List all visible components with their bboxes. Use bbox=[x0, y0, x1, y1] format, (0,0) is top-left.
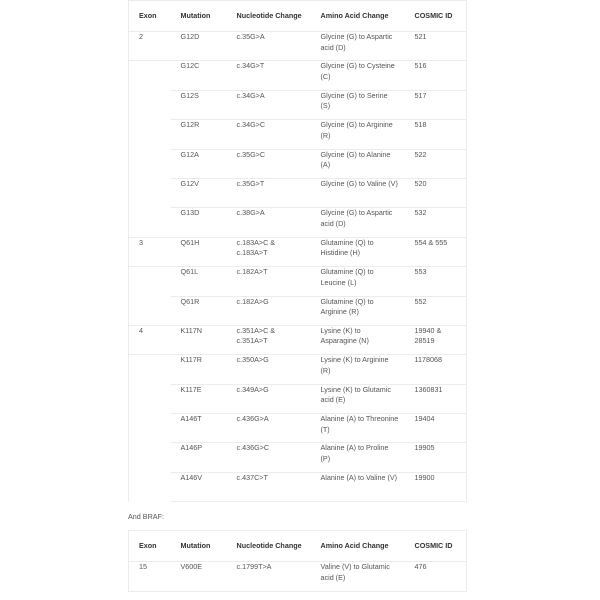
cell-mutation: Q61L bbox=[171, 267, 227, 296]
cell-nucleotide-change: c.350A>G bbox=[227, 355, 311, 384]
table-row bbox=[129, 120, 467, 149]
cell-nucleotide-change: c.38G>A bbox=[227, 208, 311, 237]
cell-cosmic-id: 19900 bbox=[405, 472, 467, 501]
cell-exon: 2 bbox=[129, 32, 171, 61]
cell-nucleotide-change: c.34G>T bbox=[227, 61, 311, 90]
cell-mutation: Q61H bbox=[171, 237, 227, 266]
table-row bbox=[129, 267, 467, 296]
cell-amino-acid-change: Glycine (G) to Aspartic acid (D) bbox=[311, 32, 405, 61]
header-exon: Exon bbox=[129, 531, 171, 562]
cell-mutation: Q61R bbox=[171, 296, 227, 325]
cell-cosmic-id: 1178068 bbox=[405, 355, 467, 384]
cell-nucleotide-change: c.351A>C & c.351A>T bbox=[227, 325, 311, 354]
cell-cosmic-id: 552 bbox=[405, 296, 467, 325]
cell-nucleotide-change: c.35G>T bbox=[227, 178, 311, 207]
kras-mutation-table-container bbox=[128, 0, 466, 502]
cell-nucleotide-change: c.349A>G bbox=[227, 384, 311, 413]
header-cosmic-id: COSMIC ID bbox=[405, 1, 467, 32]
cell-cosmic-id: 517 bbox=[405, 90, 467, 119]
cell-exon bbox=[129, 90, 171, 119]
cell-nucleotide-change: c.183A>C & c.183A>T bbox=[227, 237, 311, 266]
table-header-row bbox=[129, 1, 467, 32]
cell-exon bbox=[129, 296, 171, 325]
table-row bbox=[129, 90, 467, 119]
cell-exon bbox=[129, 355, 171, 384]
braf-mutation-table bbox=[128, 530, 467, 592]
cell-mutation: A146T bbox=[171, 414, 227, 443]
header-mutation: Mutation bbox=[171, 531, 227, 562]
cell-nucleotide-change: c.436G>A bbox=[227, 414, 311, 443]
table-row bbox=[129, 208, 467, 237]
header-exon: Exon bbox=[129, 1, 171, 32]
cell-amino-acid-change: Alanine (A) to Threonine (T) bbox=[311, 414, 405, 443]
cell-mutation: G12C bbox=[171, 61, 227, 90]
cell-exon bbox=[129, 208, 171, 237]
cell-exon: 15 bbox=[129, 562, 171, 592]
table-header-row bbox=[129, 531, 467, 562]
table-row bbox=[129, 414, 467, 443]
cell-cosmic-id: 532 bbox=[405, 208, 467, 237]
cell-exon bbox=[129, 149, 171, 178]
cell-nucleotide-change: c.436G>C bbox=[227, 443, 311, 472]
cell-mutation: K117E bbox=[171, 384, 227, 413]
cell-exon bbox=[129, 267, 171, 296]
cell-nucleotide-change: c.182A>T bbox=[227, 267, 311, 296]
header-amino-acid-change: Amino Acid Change bbox=[311, 1, 405, 32]
cell-nucleotide-change: c.34G>A bbox=[227, 90, 311, 119]
kras-table-body bbox=[129, 32, 467, 502]
cell-cosmic-id: 554 & 555 bbox=[405, 237, 467, 266]
cell-amino-acid-change: Glycine (G) to Cysteine (C) bbox=[311, 61, 405, 90]
cell-amino-acid-change: Lysine (K) to Glutamic acid (E) bbox=[311, 384, 405, 413]
cell-mutation: V600E bbox=[171, 562, 227, 592]
cell-cosmic-id: 522 bbox=[405, 149, 467, 178]
cell-mutation: G12V bbox=[171, 178, 227, 207]
cell-mutation: A146P bbox=[171, 443, 227, 472]
kras-mutation-table bbox=[128, 0, 467, 502]
cell-amino-acid-change: Lysine (K) to Arginine (R) bbox=[311, 355, 405, 384]
cell-exon bbox=[129, 472, 171, 501]
cell-amino-acid-change: Glycine (G) to Alanine (A) bbox=[311, 149, 405, 178]
cell-amino-acid-change: Glycine (G) to Serine (S) bbox=[311, 90, 405, 119]
table-row bbox=[129, 384, 467, 413]
cell-amino-acid-change: Glycine (G) to Arginine (R) bbox=[311, 120, 405, 149]
table-row bbox=[129, 61, 467, 90]
cell-nucleotide-change: c.35G>C bbox=[227, 149, 311, 178]
cell-amino-acid-change: Glutamine (Q) to Arginine (R) bbox=[311, 296, 405, 325]
cell-exon bbox=[129, 61, 171, 90]
cell-cosmic-id: 521 bbox=[405, 32, 467, 61]
cell-exon: 3 bbox=[129, 237, 171, 266]
cell-amino-acid-change: Lysine (K) to Asparagine (N) bbox=[311, 325, 405, 354]
braf-mutation-table-container bbox=[128, 530, 466, 592]
cell-mutation: K117R bbox=[171, 355, 227, 384]
cell-nucleotide-change: c.182A>G bbox=[227, 296, 311, 325]
cell-mutation: G12D bbox=[171, 32, 227, 61]
table-row bbox=[129, 32, 467, 61]
cell-amino-acid-change: Glutamine (Q) to Leucine (L) bbox=[311, 267, 405, 296]
cell-cosmic-id: 19940 & 28519 bbox=[405, 325, 467, 354]
cell-nucleotide-change: c.34G>C bbox=[227, 120, 311, 149]
cell-cosmic-id: 516 bbox=[405, 61, 467, 90]
cell-cosmic-id: 553 bbox=[405, 267, 467, 296]
cell-cosmic-id: 476 bbox=[405, 562, 467, 592]
cell-mutation: G12A bbox=[171, 149, 227, 178]
cell-amino-acid-change: Valine (V) to Glutamic acid (E) bbox=[311, 562, 405, 592]
cell-amino-acid-change: Glutamine (Q) to Histidine (H) bbox=[311, 237, 405, 266]
cell-mutation: G13D bbox=[171, 208, 227, 237]
cell-cosmic-id: 1360831 bbox=[405, 384, 467, 413]
cell-amino-acid-change: Glycine (G) to Valine (V) bbox=[311, 178, 405, 207]
cell-cosmic-id: 19404 bbox=[405, 414, 467, 443]
cell-nucleotide-change: c.1799T>A bbox=[227, 562, 311, 592]
cell-cosmic-id: 520 bbox=[405, 178, 467, 207]
header-nucleotide-change: Nucleotide Change bbox=[227, 1, 311, 32]
header-amino-acid-change: Amino Acid Change bbox=[311, 531, 405, 562]
cell-exon bbox=[129, 414, 171, 443]
cell-exon bbox=[129, 443, 171, 472]
cell-cosmic-id: 518 bbox=[405, 120, 467, 149]
table-row bbox=[129, 296, 467, 325]
cell-mutation: G12R bbox=[171, 120, 227, 149]
table-row bbox=[129, 355, 467, 384]
cell-exon bbox=[129, 384, 171, 413]
cell-mutation: G12S bbox=[171, 90, 227, 119]
cell-amino-acid-change: Alanine (A) to Valine (V) bbox=[311, 472, 405, 501]
cell-amino-acid-change: Glycine (G) to Aspartic acid (D) bbox=[311, 208, 405, 237]
table-row bbox=[129, 149, 467, 178]
table-row bbox=[129, 237, 467, 266]
cell-exon: 4 bbox=[129, 325, 171, 354]
braf-table-body bbox=[129, 562, 467, 592]
cell-exon bbox=[129, 178, 171, 207]
cell-mutation: A146V bbox=[171, 472, 227, 501]
cell-nucleotide-change: c.437C>T bbox=[227, 472, 311, 501]
table-row bbox=[129, 178, 467, 207]
cell-mutation: K117N bbox=[171, 325, 227, 354]
braf-intro-text: And BRAF: bbox=[128, 512, 164, 521]
header-cosmic-id: COSMIC ID bbox=[405, 531, 467, 562]
table-row bbox=[129, 562, 467, 592]
header-nucleotide-change: Nucleotide Change bbox=[227, 531, 311, 562]
cell-nucleotide-change: c.35G>A bbox=[227, 32, 311, 61]
table-row bbox=[129, 443, 467, 472]
cell-exon bbox=[129, 120, 171, 149]
table-row bbox=[129, 472, 467, 501]
cell-cosmic-id: 19905 bbox=[405, 443, 467, 472]
cell-amino-acid-change: Alanine (A) to Proline (P) bbox=[311, 443, 405, 472]
header-mutation: Mutation bbox=[171, 1, 227, 32]
table-row bbox=[129, 325, 467, 354]
